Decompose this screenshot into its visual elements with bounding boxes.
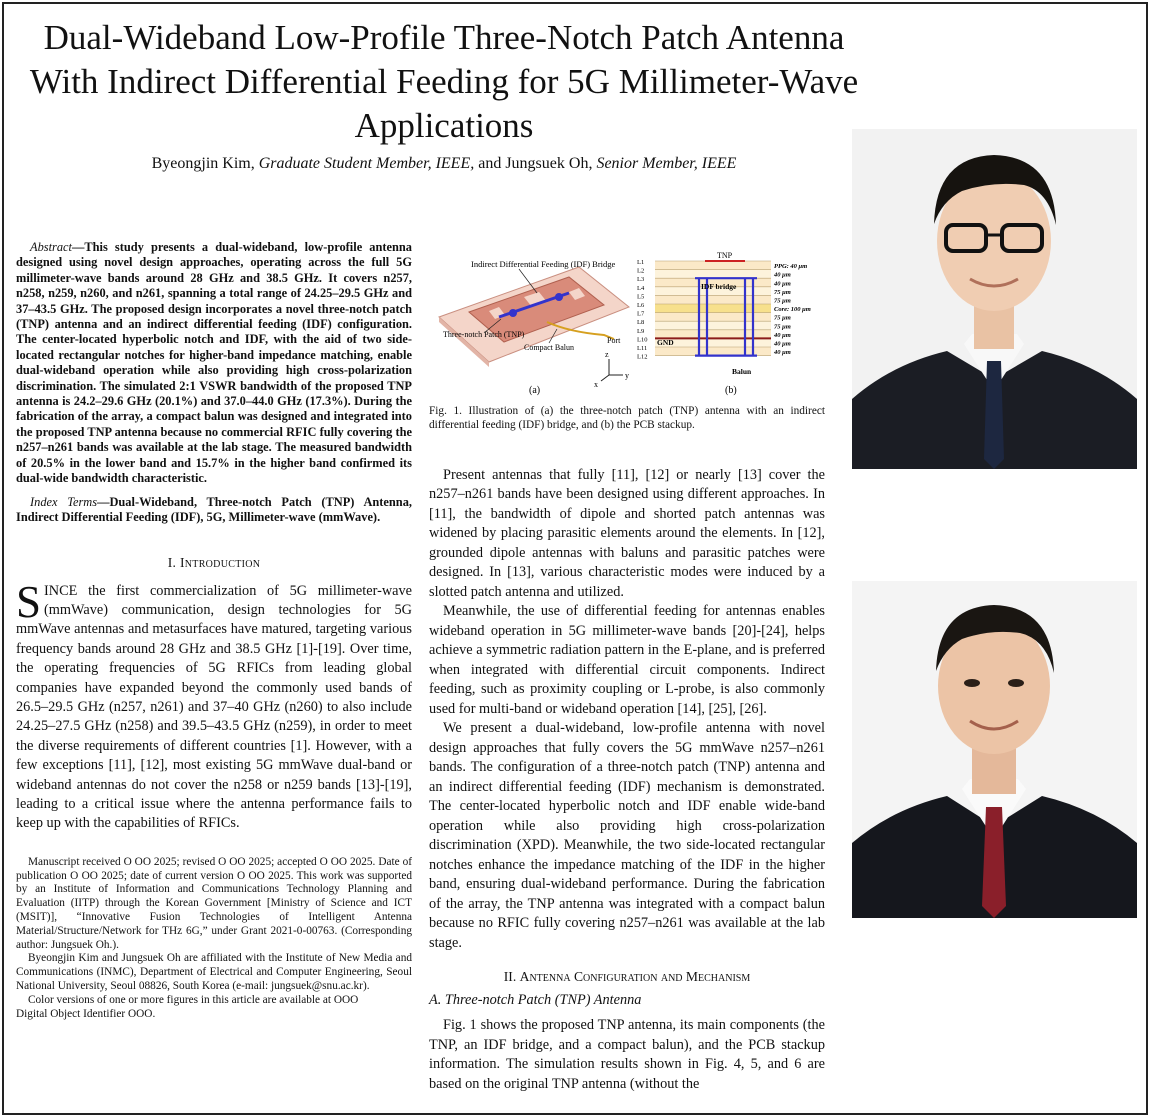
fig-1a-caption: (a) bbox=[529, 385, 541, 396]
axis-x-label: x bbox=[594, 380, 598, 389]
abstract-text: —This study presents a dual-wideband, low-profile antenna designed using novel design approaches, operating across the full 5G millimeter-wave bands around 28 GHz and 38.5 GHz. It covers n257, n258, n259, n260, and n261, spanning a total range of 24.25–29.5 GHz and 37–43.5 GHz. The proposed design incorporates a novel three-notch patch (TNP) antenna and an indirect differential feeding (IDF) configuration. The center-located hyperbolic notch and IDF, with the aid of two side-located rectangular notches for higher-band impedance matching, enable dual-wideband operation while also providing high cross-polarization discrimination. The simulated 2:1 VSWR bandwidth of the proposed TNP antenna is 24.2–29.6 GHz (20.1%) and 37.0–44.0 GHz (17.3%). During the fabrication of the array, a compact balun was designed and integrated into the proposed TNP antenna because no commercial RFIC fully covering the n257–n261 bands was available at the lab stage. The measured bandwidth of 20.5% in the lower band and 15.7% in the higher band confirmed its dual-wide bandwidth characteristic. bbox=[16, 240, 412, 486]
stack-layer-label-L3: L3 bbox=[637, 276, 645, 284]
paper-page bbox=[2, 2, 1148, 1115]
author-conjunction: and bbox=[478, 155, 502, 172]
stack-thickness-1: PPG: 40 μm bbox=[774, 263, 808, 271]
stack-thickness-6: Core: 100 μm bbox=[774, 306, 811, 314]
introduction-text: INCE the first commercialization of 5G millimeter-wave (mmWave) communication, design technologies for 5G mmWave antennas and metasurfaces have matured, targeting various frequency bands around 28 GHz and 38.5 GHz [1]-[19]. Over time, the operating frequencies of 5G RFICs from leading global companies have expanded beyond the commonly used bands of 26.5–29.5 GHz (n257, n261) and 37–40 GHz (n260) to also include 24.25–27.5 GHz (n258) and 39.5–43.5 GHz (n259), in order to meet the diverse requirements of different countries [1]. However, with a few exceptions [11], [12], most existing 5G mmWave dual-band or wideband antennas do not cover the n258 or n259 bands [13]-[19], leading to a critical issue where the antenna performance fails to keep up with the capabilities of RFICs. bbox=[16, 582, 412, 832]
stack-layer-label-L5: L5 bbox=[637, 293, 645, 301]
footnote-received: Manuscript received O OO 2025; revised O OO 2025; accepted O OO 2025. Date of publication O OO 2025; date of current version O OO 2025. This work was supported by an Institute of Information and Communications Technology Planning and Evaluation (IITP) through the Korean Government [Ministry of Science and ICT (MSIT)], “Innovative Fusion Technologies of Intelligent Antenna Material/Structure/Network for THz 6G,” under Grant 2021-0-00763. (Corresponding author: Jungsuek Oh.). bbox=[16, 855, 412, 951]
drop-cap: S bbox=[16, 576, 42, 627]
footnotes bbox=[16, 856, 412, 1022]
stack-thickness-4: 75 μm bbox=[774, 288, 791, 296]
section-number: I. bbox=[167, 555, 177, 571]
footnote-affiliation: Byeongjin Kim and Jungsuek Oh are affiliated with the Institute of New Media and Communications (INMC), Department of Electrical and Computer Engineering, Seoul National University, Seoul 08826, South Korea (e-mail: jungsuek@snu.ac.kr). bbox=[16, 952, 412, 993]
index-terms-label: Index Terms bbox=[30, 494, 98, 509]
author-2: Jungsuek Oh, bbox=[505, 155, 593, 172]
right-column-body bbox=[429, 466, 825, 1095]
stack-layer-label-L10: L10 bbox=[637, 336, 648, 344]
stack-layer-label-L1: L1 bbox=[637, 259, 645, 266]
stack-tnp-label: TNP bbox=[717, 251, 733, 260]
stack-balun-label: Balun bbox=[732, 367, 752, 376]
stack-thickness-11: 40 μm bbox=[774, 349, 791, 357]
paragraph-related-work: Present antennas that fully [11], [12] or nearly [13] cover the n257–n261 bands have been designed using different approaches. In [11], the bandwidth of dipole and shorted patch antennas was widened by placing parasitic elements around the elements. In [12], grounded dipole antennas with baluns and parasitic patches were designed. In [13], various characteristic modes were induced by a slotted patch antenna and utilized. bbox=[429, 466, 825, 600]
footnote-doi: Digital Object Identifier OOO. bbox=[16, 1007, 156, 1020]
section-heading-introduction bbox=[16, 555, 412, 571]
axis-z-label: z bbox=[605, 350, 609, 359]
stack-layer-label-L7: L7 bbox=[637, 310, 645, 318]
introduction-paragraph bbox=[16, 576, 412, 834]
tnp-label: Three-notch Patch (TNP) bbox=[443, 330, 525, 339]
figure-1b bbox=[637, 247, 827, 397]
port-label: Port bbox=[607, 336, 621, 345]
author-2-affiliation: Senior Member, IEEE bbox=[596, 155, 737, 172]
stack-layer-label-L8: L8 bbox=[637, 319, 645, 327]
idf-label: Indirect Differential Feeding (IDF) Bridge bbox=[471, 259, 616, 269]
axis-y-label: y bbox=[625, 371, 629, 380]
subsection-heading-tnp: A. Three-notch Patch (TNP) Antenna bbox=[429, 991, 642, 1008]
right-column bbox=[429, 247, 825, 1094]
axis-x-line bbox=[601, 375, 609, 381]
abstract-label: Abstract bbox=[30, 240, 72, 254]
stack-idf-label: IDF bridge bbox=[701, 282, 737, 291]
stack-thickness-2: 40 μm bbox=[774, 271, 791, 279]
author-portrait-2 bbox=[852, 581, 1137, 918]
balun-label: Compact Balun bbox=[524, 343, 574, 352]
paragraph-contribution: We present a dual-wideband, low-profile antenna with novel design approaches that fully covers the 5G mmWave n257–n261 bands. The configuration of a three-notch patch (TNP) antenna and an indirect differential feeding (IDF) mechanism is demonstrated. The center-located hyperbolic notch and IDF enable wide-band operation while also providing high cross-polarization discrimination (XPD). Meanwhile, the two side-located rectangular notches enhance the impedance matching of the IDF in the higher band, ensuring dual-wideband performance. During the fabrication of the array, the TNP antenna was integrated with a compact balun because no RFIC fully covering n257–n261 was available at the lab stage. bbox=[429, 720, 825, 951]
stack-layer-label-L2: L2 bbox=[637, 267, 645, 275]
stack-band-2 bbox=[655, 270, 771, 279]
section-2-number: II. bbox=[503, 969, 517, 985]
left-column bbox=[16, 240, 412, 1021]
stack-thickness-5: 75 μm bbox=[774, 297, 791, 305]
stack-thickness-9: 40 μm bbox=[774, 331, 791, 339]
stack-thickness-7: 75 μm bbox=[774, 314, 791, 322]
author-photo-2 bbox=[852, 581, 1137, 918]
stack-band-1 bbox=[655, 261, 771, 270]
author-1: Byeongjin Kim, bbox=[151, 155, 255, 172]
author-1-affiliation: Graduate Student Member, IEEE, bbox=[258, 155, 475, 172]
stack-thickness-10: 40 μm bbox=[774, 340, 791, 348]
via-left bbox=[509, 309, 517, 317]
section-title: Introduction bbox=[179, 555, 261, 571]
stack-gnd-label: GND bbox=[657, 338, 674, 347]
stack-layer-label-L4: L4 bbox=[637, 284, 645, 292]
figure-1-caption: Fig. 1. Illustration of (a) the three-notch patch (TNP) antenna with an indirect differential feeding (IDF) bridge, and (b) the PCB stackup. bbox=[429, 405, 825, 431]
author-portrait-1 bbox=[852, 129, 1137, 469]
fig-1b-caption: (b) bbox=[725, 385, 737, 396]
index-terms bbox=[16, 495, 412, 526]
stack-layer-label-L12: L12 bbox=[637, 353, 648, 361]
stack-layer-label-L9: L9 bbox=[637, 327, 645, 335]
section-2-title: Antenna Configuration and Mechanism bbox=[519, 969, 751, 985]
stack-thickness-3: 40 μm bbox=[774, 280, 791, 288]
stack-thickness-8: 75 μm bbox=[774, 323, 791, 331]
figure-1a bbox=[429, 247, 634, 397]
figure-1 bbox=[429, 247, 825, 397]
author-line bbox=[24, 154, 864, 174]
index-terms-text: —Dual-Wideband, Three-notch Patch (TNP) Antenna, Indirect Differential Feeding (IDF), 5G, Millimeter-wave (mmWave). bbox=[16, 494, 412, 524]
author-photo-1 bbox=[852, 129, 1137, 469]
abstract bbox=[16, 240, 412, 487]
paper-title: Dual-Wideband Low-Profile Three-Notch Patch Antenna With Indirect Differential Feeding for 5G Millimeter-Wave Applications bbox=[29, 18, 859, 145]
stack-layer-label-L11: L11 bbox=[637, 345, 648, 352]
footnote-color: Color versions of one or more figures in this article are available at OOO bbox=[28, 993, 359, 1006]
section-heading-configuration bbox=[429, 967, 825, 987]
stack-layer-label-L6: L6 bbox=[637, 302, 645, 309]
paragraph-differential-feeding: Meanwhile, the use of differential feeding for antennas enables wideband operation in 5G millimeter-wave bands [20]-[24], helps achieve a symmetric radiation pattern in the E-plane, and is preferred when integrated with differential circuit components. Indirect feeding, such as proximity coupling or L-probe, is also commonly used for multi-band or wideband operation [14], [25], [26]. bbox=[429, 603, 825, 717]
via-right bbox=[555, 293, 563, 301]
paragraph-fig1-description: Fig. 1 shows the proposed TNP antenna, its main components (the TNP, an IDF bridge, and a compact balun), and the PCB stackup information. The simulation results shown in Fig. 4, 5, and 6 are based on the original TNP antenna (without the bbox=[429, 1017, 825, 1092]
